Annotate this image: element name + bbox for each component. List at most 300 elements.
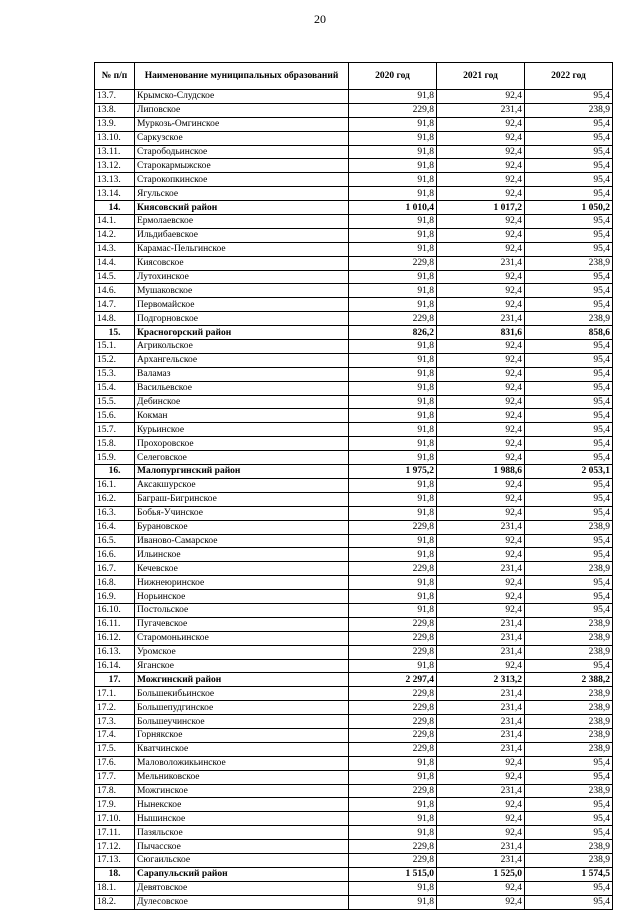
value-2020: 91,8	[349, 298, 437, 312]
value-2020: 229,8	[349, 715, 437, 729]
row-name: Нынекское	[135, 798, 349, 812]
row-name: Прохоровское	[135, 437, 349, 451]
value-2022: 95,4	[525, 548, 613, 562]
value-2020: 229,8	[349, 631, 437, 645]
row-number: 16.13.	[95, 645, 135, 659]
table-row	[95, 756, 613, 770]
row-name: Баграш-Бигринское	[135, 492, 349, 506]
value-2020: 91,8	[349, 381, 437, 395]
value-2020: 91,8	[349, 409, 437, 423]
value-2020: 91,8	[349, 590, 437, 604]
value-2021: 92,4	[437, 117, 525, 131]
value-2021: 92,4	[437, 437, 525, 451]
row-number: 15.5.	[95, 395, 135, 409]
value-2021: 92,4	[437, 506, 525, 520]
value-2021: 231,4	[437, 617, 525, 631]
value-2021: 92,4	[437, 812, 525, 826]
row-number: 17.13.	[95, 853, 135, 867]
table-row	[95, 548, 613, 562]
value-2020: 229,8	[349, 645, 437, 659]
table-row	[95, 784, 613, 798]
row-number: 17.11.	[95, 826, 135, 840]
table-row	[95, 103, 613, 117]
row-number: 14.1.	[95, 215, 135, 229]
row-name: Муркозь-Омгинское	[135, 117, 349, 131]
row-name: Киясовский район	[135, 201, 349, 215]
table-row	[95, 228, 613, 242]
value-2022: 238,9	[525, 715, 613, 729]
row-number: 13.8.	[95, 103, 135, 117]
table-row	[95, 715, 613, 729]
value-2020: 229,8	[349, 256, 437, 270]
value-2020: 229,8	[349, 103, 437, 117]
value-2021: 92,4	[437, 534, 525, 548]
row-number: 17.8.	[95, 784, 135, 798]
value-2021: 231,4	[437, 103, 525, 117]
table-row	[95, 90, 613, 104]
value-2021: 92,4	[437, 270, 525, 284]
row-number: 15.4.	[95, 381, 135, 395]
row-number: 14.8.	[95, 312, 135, 326]
row-number: 14.5.	[95, 270, 135, 284]
row-number: 17.9.	[95, 798, 135, 812]
row-name: Большеучинское	[135, 715, 349, 729]
row-number: 13.7.	[95, 90, 135, 104]
row-number: 16.1.	[95, 478, 135, 492]
value-2020: 91,8	[349, 340, 437, 354]
value-2020: 91,8	[349, 437, 437, 451]
value-2021: 92,4	[437, 423, 525, 437]
row-number: 15.1.	[95, 340, 135, 354]
table-row	[95, 451, 613, 465]
row-number: 14.6.	[95, 284, 135, 298]
row-name: Старободьинское	[135, 145, 349, 159]
value-2020: 826,2	[349, 326, 437, 340]
table-row	[95, 881, 613, 895]
row-number: 18.2.	[95, 895, 135, 909]
value-2021: 92,4	[437, 90, 525, 104]
allocation-table	[94, 62, 613, 910]
row-name: Селеговское	[135, 451, 349, 465]
row-name: Постольское	[135, 603, 349, 617]
row-name: Малопургинский район	[135, 465, 349, 479]
row-name: Кечевское	[135, 562, 349, 576]
value-2020: 91,8	[349, 187, 437, 201]
row-name: Лутохинское	[135, 270, 349, 284]
table-row	[95, 590, 613, 604]
table-row	[95, 159, 613, 173]
value-2022: 95,4	[525, 576, 613, 590]
value-2021: 92,4	[437, 228, 525, 242]
row-number: 16.3.	[95, 506, 135, 520]
row-number: 13.11.	[95, 145, 135, 159]
row-number: 16.4.	[95, 520, 135, 534]
row-number: 17.2.	[95, 701, 135, 715]
row-name: Агрикольское	[135, 340, 349, 354]
table-header-row	[95, 63, 613, 90]
value-2022: 95,4	[525, 228, 613, 242]
value-2020: 91,8	[349, 117, 437, 131]
row-number: 13.9.	[95, 117, 135, 131]
value-2022: 1 574,5	[525, 867, 613, 881]
table-row	[95, 340, 613, 354]
row-name: Ильинское	[135, 548, 349, 562]
table-row	[95, 798, 613, 812]
row-name: Валамаз	[135, 367, 349, 381]
row-name: Норьинское	[135, 590, 349, 604]
row-number: 17.10.	[95, 812, 135, 826]
row-number: 14.	[95, 201, 135, 215]
table-row	[95, 506, 613, 520]
value-2020: 229,8	[349, 728, 437, 742]
header-2022: 2022 год	[525, 63, 613, 90]
row-name: Киясовское	[135, 256, 349, 270]
row-number: 15.8.	[95, 437, 135, 451]
table-row	[95, 534, 613, 548]
value-2021: 92,4	[437, 576, 525, 590]
row-number: 16.5.	[95, 534, 135, 548]
value-2022: 238,9	[525, 256, 613, 270]
value-2020: 91,8	[349, 812, 437, 826]
row-name: Горнякское	[135, 728, 349, 742]
value-2022: 95,4	[525, 409, 613, 423]
value-2021: 92,4	[437, 340, 525, 354]
value-2021: 231,4	[437, 742, 525, 756]
value-2021: 231,4	[437, 256, 525, 270]
table-row	[95, 840, 613, 854]
value-2020: 91,8	[349, 492, 437, 506]
value-2021: 1 525,0	[437, 867, 525, 881]
row-number: 13.13.	[95, 173, 135, 187]
value-2021: 231,4	[437, 784, 525, 798]
value-2022: 95,4	[525, 173, 613, 187]
row-number: 16.9.	[95, 590, 135, 604]
value-2022: 95,4	[525, 131, 613, 145]
value-2022: 95,4	[525, 242, 613, 256]
value-2021: 231,4	[437, 840, 525, 854]
row-number: 17.7.	[95, 770, 135, 784]
row-name: Можгинский район	[135, 673, 349, 687]
table-row	[95, 312, 613, 326]
value-2022: 238,9	[525, 687, 613, 701]
row-number: 16.14.	[95, 659, 135, 673]
value-2022: 238,9	[525, 728, 613, 742]
value-2022: 238,9	[525, 520, 613, 534]
value-2020: 1 975,2	[349, 465, 437, 479]
value-2021: 92,4	[437, 187, 525, 201]
row-number: 16.	[95, 465, 135, 479]
value-2022: 95,4	[525, 812, 613, 826]
value-2021: 92,4	[437, 895, 525, 909]
row-name: Мельниковское	[135, 770, 349, 784]
table-row	[95, 812, 613, 826]
value-2021: 92,4	[437, 881, 525, 895]
row-number: 15.7.	[95, 423, 135, 437]
value-2022: 238,9	[525, 701, 613, 715]
value-2021: 92,4	[437, 770, 525, 784]
table-row	[95, 687, 613, 701]
value-2022: 95,4	[525, 492, 613, 506]
value-2020: 91,8	[349, 284, 437, 298]
row-name: Ермолаевское	[135, 215, 349, 229]
value-2021: 231,4	[437, 687, 525, 701]
value-2022: 238,9	[525, 562, 613, 576]
row-name: Пазяльское	[135, 826, 349, 840]
row-name: Старомоньинское	[135, 631, 349, 645]
table-row	[95, 409, 613, 423]
row-number: 13.12.	[95, 159, 135, 173]
table-row	[95, 770, 613, 784]
value-2022: 95,4	[525, 659, 613, 673]
value-2022: 95,4	[525, 340, 613, 354]
table-row	[95, 728, 613, 742]
row-number: 15.2.	[95, 353, 135, 367]
value-2022: 95,4	[525, 298, 613, 312]
value-2020: 91,8	[349, 756, 437, 770]
row-number: 13.14.	[95, 187, 135, 201]
row-number: 15.3.	[95, 367, 135, 381]
value-2021: 92,4	[437, 367, 525, 381]
value-2022: 238,9	[525, 645, 613, 659]
row-name: Архангельское	[135, 353, 349, 367]
value-2021: 231,4	[437, 701, 525, 715]
value-2022: 95,4	[525, 451, 613, 465]
table-row	[95, 270, 613, 284]
row-name: Старокопкинское	[135, 173, 349, 187]
value-2022: 238,9	[525, 840, 613, 854]
value-2021: 92,4	[437, 826, 525, 840]
value-2020: 91,8	[349, 131, 437, 145]
value-2022: 95,4	[525, 367, 613, 381]
row-name: Ильдибаевское	[135, 228, 349, 242]
row-name: Крымско-Слудское	[135, 90, 349, 104]
row-number: 17.4.	[95, 728, 135, 742]
value-2021: 92,4	[437, 215, 525, 229]
value-2021: 831,6	[437, 326, 525, 340]
value-2020: 91,8	[349, 173, 437, 187]
district-row	[95, 465, 613, 479]
row-number: 16.2.	[95, 492, 135, 506]
value-2022: 95,4	[525, 353, 613, 367]
table-row	[95, 492, 613, 506]
value-2021: 231,4	[437, 645, 525, 659]
value-2021: 231,4	[437, 631, 525, 645]
row-name: Липовское	[135, 103, 349, 117]
value-2020: 91,8	[349, 659, 437, 673]
row-number: 16.6.	[95, 548, 135, 562]
value-2022: 95,4	[525, 284, 613, 298]
value-2022: 2 388,2	[525, 673, 613, 687]
value-2020: 91,8	[349, 798, 437, 812]
table-row	[95, 645, 613, 659]
value-2022: 2 053,1	[525, 465, 613, 479]
row-number: 15.9.	[95, 451, 135, 465]
row-name: Подгорновское	[135, 312, 349, 326]
value-2020: 2 297,4	[349, 673, 437, 687]
table-row	[95, 478, 613, 492]
table-row	[95, 256, 613, 270]
row-name: Васильевское	[135, 381, 349, 395]
value-2021: 1 017,2	[437, 201, 525, 215]
row-name: Старокармыжское	[135, 159, 349, 173]
row-name: Саркузское	[135, 131, 349, 145]
value-2022: 95,4	[525, 437, 613, 451]
value-2022: 95,4	[525, 423, 613, 437]
value-2022: 238,9	[525, 312, 613, 326]
value-2021: 92,4	[437, 131, 525, 145]
value-2021: 92,4	[437, 409, 525, 423]
value-2022: 95,4	[525, 117, 613, 131]
table-row	[95, 576, 613, 590]
table-row	[95, 298, 613, 312]
table-row	[95, 659, 613, 673]
row-name: Иваново-Самарское	[135, 534, 349, 548]
row-number: 17.3.	[95, 715, 135, 729]
table-row	[95, 895, 613, 909]
value-2020: 229,8	[349, 312, 437, 326]
value-2020: 91,8	[349, 215, 437, 229]
value-2022: 95,4	[525, 381, 613, 395]
row-number: 17.1.	[95, 687, 135, 701]
value-2022: 238,9	[525, 631, 613, 645]
value-2022: 95,4	[525, 478, 613, 492]
value-2020: 229,8	[349, 520, 437, 534]
value-2022: 95,4	[525, 187, 613, 201]
value-2022: 95,4	[525, 534, 613, 548]
row-number: 18.1.	[95, 881, 135, 895]
table-row	[95, 242, 613, 256]
value-2022: 238,9	[525, 103, 613, 117]
value-2022: 95,4	[525, 826, 613, 840]
value-2020: 229,8	[349, 853, 437, 867]
value-2020: 229,8	[349, 562, 437, 576]
row-name: Пычасское	[135, 840, 349, 854]
row-name: Нижнеюринское	[135, 576, 349, 590]
value-2020: 91,8	[349, 90, 437, 104]
value-2021: 231,4	[437, 715, 525, 729]
row-name: Девятовское	[135, 881, 349, 895]
value-2021: 92,4	[437, 284, 525, 298]
value-2021: 92,4	[437, 590, 525, 604]
value-2020: 91,8	[349, 506, 437, 520]
table-row	[95, 742, 613, 756]
row-number: 16.11.	[95, 617, 135, 631]
header-num: № п/п	[95, 63, 135, 90]
row-name: Первомайское	[135, 298, 349, 312]
table-row	[95, 215, 613, 229]
table-row	[95, 617, 613, 631]
value-2022: 1 050,2	[525, 201, 613, 215]
row-name: Кватчинское	[135, 742, 349, 756]
table-row	[95, 381, 613, 395]
value-2022: 238,9	[525, 742, 613, 756]
row-name: Пугачевское	[135, 617, 349, 631]
value-2021: 92,4	[437, 381, 525, 395]
value-2022: 238,9	[525, 617, 613, 631]
value-2021: 2 313,2	[437, 673, 525, 687]
value-2021: 92,4	[437, 173, 525, 187]
value-2022: 95,4	[525, 90, 613, 104]
row-name: Бобья-Учинское	[135, 506, 349, 520]
row-name: Мушаковское	[135, 284, 349, 298]
value-2022: 238,9	[525, 784, 613, 798]
row-number: 16.8.	[95, 576, 135, 590]
row-number: 13.10.	[95, 131, 135, 145]
value-2020: 229,8	[349, 742, 437, 756]
value-2022: 95,4	[525, 395, 613, 409]
table-row	[95, 145, 613, 159]
row-name: Ягульское	[135, 187, 349, 201]
district-row	[95, 326, 613, 340]
row-name: Маловоложикьинское	[135, 756, 349, 770]
value-2021: 1 988,6	[437, 465, 525, 479]
value-2022: 95,4	[525, 590, 613, 604]
row-name: Большекибьинское	[135, 687, 349, 701]
value-2020: 91,8	[349, 353, 437, 367]
value-2022: 95,4	[525, 798, 613, 812]
row-name: Аксакшурское	[135, 478, 349, 492]
value-2021: 92,4	[437, 242, 525, 256]
row-number: 14.4.	[95, 256, 135, 270]
row-name: Бурановское	[135, 520, 349, 534]
row-name: Можгинское	[135, 784, 349, 798]
row-name: Сарапульский район	[135, 867, 349, 881]
district-row	[95, 867, 613, 881]
row-number: 17.5.	[95, 742, 135, 756]
row-number: 14.2.	[95, 228, 135, 242]
district-row	[95, 673, 613, 687]
value-2020: 229,8	[349, 687, 437, 701]
table-row	[95, 353, 613, 367]
value-2022: 95,4	[525, 895, 613, 909]
value-2021: 231,4	[437, 728, 525, 742]
table-row	[95, 131, 613, 145]
value-2020: 91,8	[349, 423, 437, 437]
header-name: Наименование муниципальных образований	[135, 63, 349, 90]
value-2020: 91,8	[349, 478, 437, 492]
value-2020: 91,8	[349, 603, 437, 617]
table-row	[95, 826, 613, 840]
value-2021: 92,4	[437, 548, 525, 562]
value-2020: 1 515,0	[349, 867, 437, 881]
row-name: Большепудгинское	[135, 701, 349, 715]
value-2021: 92,4	[437, 451, 525, 465]
value-2022: 95,4	[525, 215, 613, 229]
table-row	[95, 284, 613, 298]
row-name: Яганское	[135, 659, 349, 673]
row-name: Красногорский район	[135, 326, 349, 340]
header-2020: 2020 год	[349, 63, 437, 90]
row-name: Дебинское	[135, 395, 349, 409]
district-row	[95, 201, 613, 215]
value-2022: 95,4	[525, 770, 613, 784]
value-2022: 95,4	[525, 756, 613, 770]
value-2021: 92,4	[437, 478, 525, 492]
row-number: 15.6.	[95, 409, 135, 423]
value-2022: 95,4	[525, 145, 613, 159]
value-2022: 95,4	[525, 159, 613, 173]
value-2020: 91,8	[349, 145, 437, 159]
table-row	[95, 520, 613, 534]
value-2022: 95,4	[525, 881, 613, 895]
value-2021: 231,4	[437, 562, 525, 576]
value-2020: 229,8	[349, 701, 437, 715]
header-2021: 2021 год	[437, 63, 525, 90]
table-row	[95, 603, 613, 617]
table-body	[95, 90, 613, 910]
value-2020: 229,8	[349, 784, 437, 798]
value-2021: 231,4	[437, 312, 525, 326]
